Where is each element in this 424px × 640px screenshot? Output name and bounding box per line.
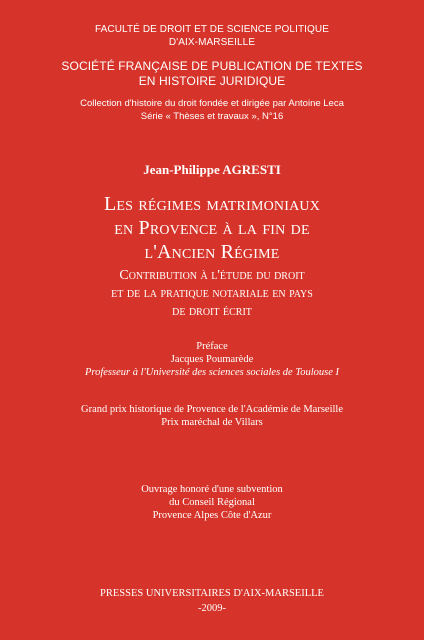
subsidy-line2: du Conseil Régional xyxy=(169,497,255,508)
prize-line2: Prix maréchal de Villars xyxy=(161,417,263,428)
society-name-line2: EN HISTOIRE JURIDIQUE xyxy=(138,74,286,88)
subtitle-line2: et de la pratique notariale en pays xyxy=(111,286,313,301)
prize-line1: Grand prix historique de Provence de l'Académie de Marseille xyxy=(81,404,343,415)
preface-author: Jacques Poumarède xyxy=(170,354,254,365)
publisher-name: PRESSES UNIVERSITAIRES D'AIX-MARSEILLE xyxy=(100,588,324,599)
faculty-name-line2: D'AIX-MARSEILLE xyxy=(168,37,256,48)
book-title-line2: en Provence à la fin de xyxy=(114,217,310,239)
society-name-line1: SOCIÉTÉ FRANÇAISE DE PUBLICATION DE TEXTES xyxy=(61,59,363,73)
subsidy-line1: Ouvrage honoré d'une subvention xyxy=(141,484,283,495)
collection-info-line1: Collection d'histoire du droit fondée et dirigée par Antoine Leca xyxy=(80,98,344,109)
subtitle-line1: Contribution à l'étude du droit xyxy=(119,268,305,283)
subsidy-line3: Provence Alpes Côte d'Azur xyxy=(152,510,272,521)
book-title-line3: l'Ancien Régime xyxy=(144,241,280,263)
book-title-line1: Les régimes matrimoniaux xyxy=(103,193,321,215)
publication-year: -2009- xyxy=(198,603,226,614)
preface-author-affiliation: Professeur à l'Université des sciences sociales de Toulouse I xyxy=(84,367,339,378)
preface-label: Préface xyxy=(196,341,228,352)
author-name: Jean-Philippe AGRESTI xyxy=(143,162,281,177)
series-info: Série « Thèses et travaux », N°16 xyxy=(140,111,284,122)
faculty-name-line1: FACULTÉ DE DROIT ET DE SCIENCE POLITIQUE xyxy=(94,24,330,35)
subtitle-line3: de droit écrit xyxy=(172,304,252,319)
